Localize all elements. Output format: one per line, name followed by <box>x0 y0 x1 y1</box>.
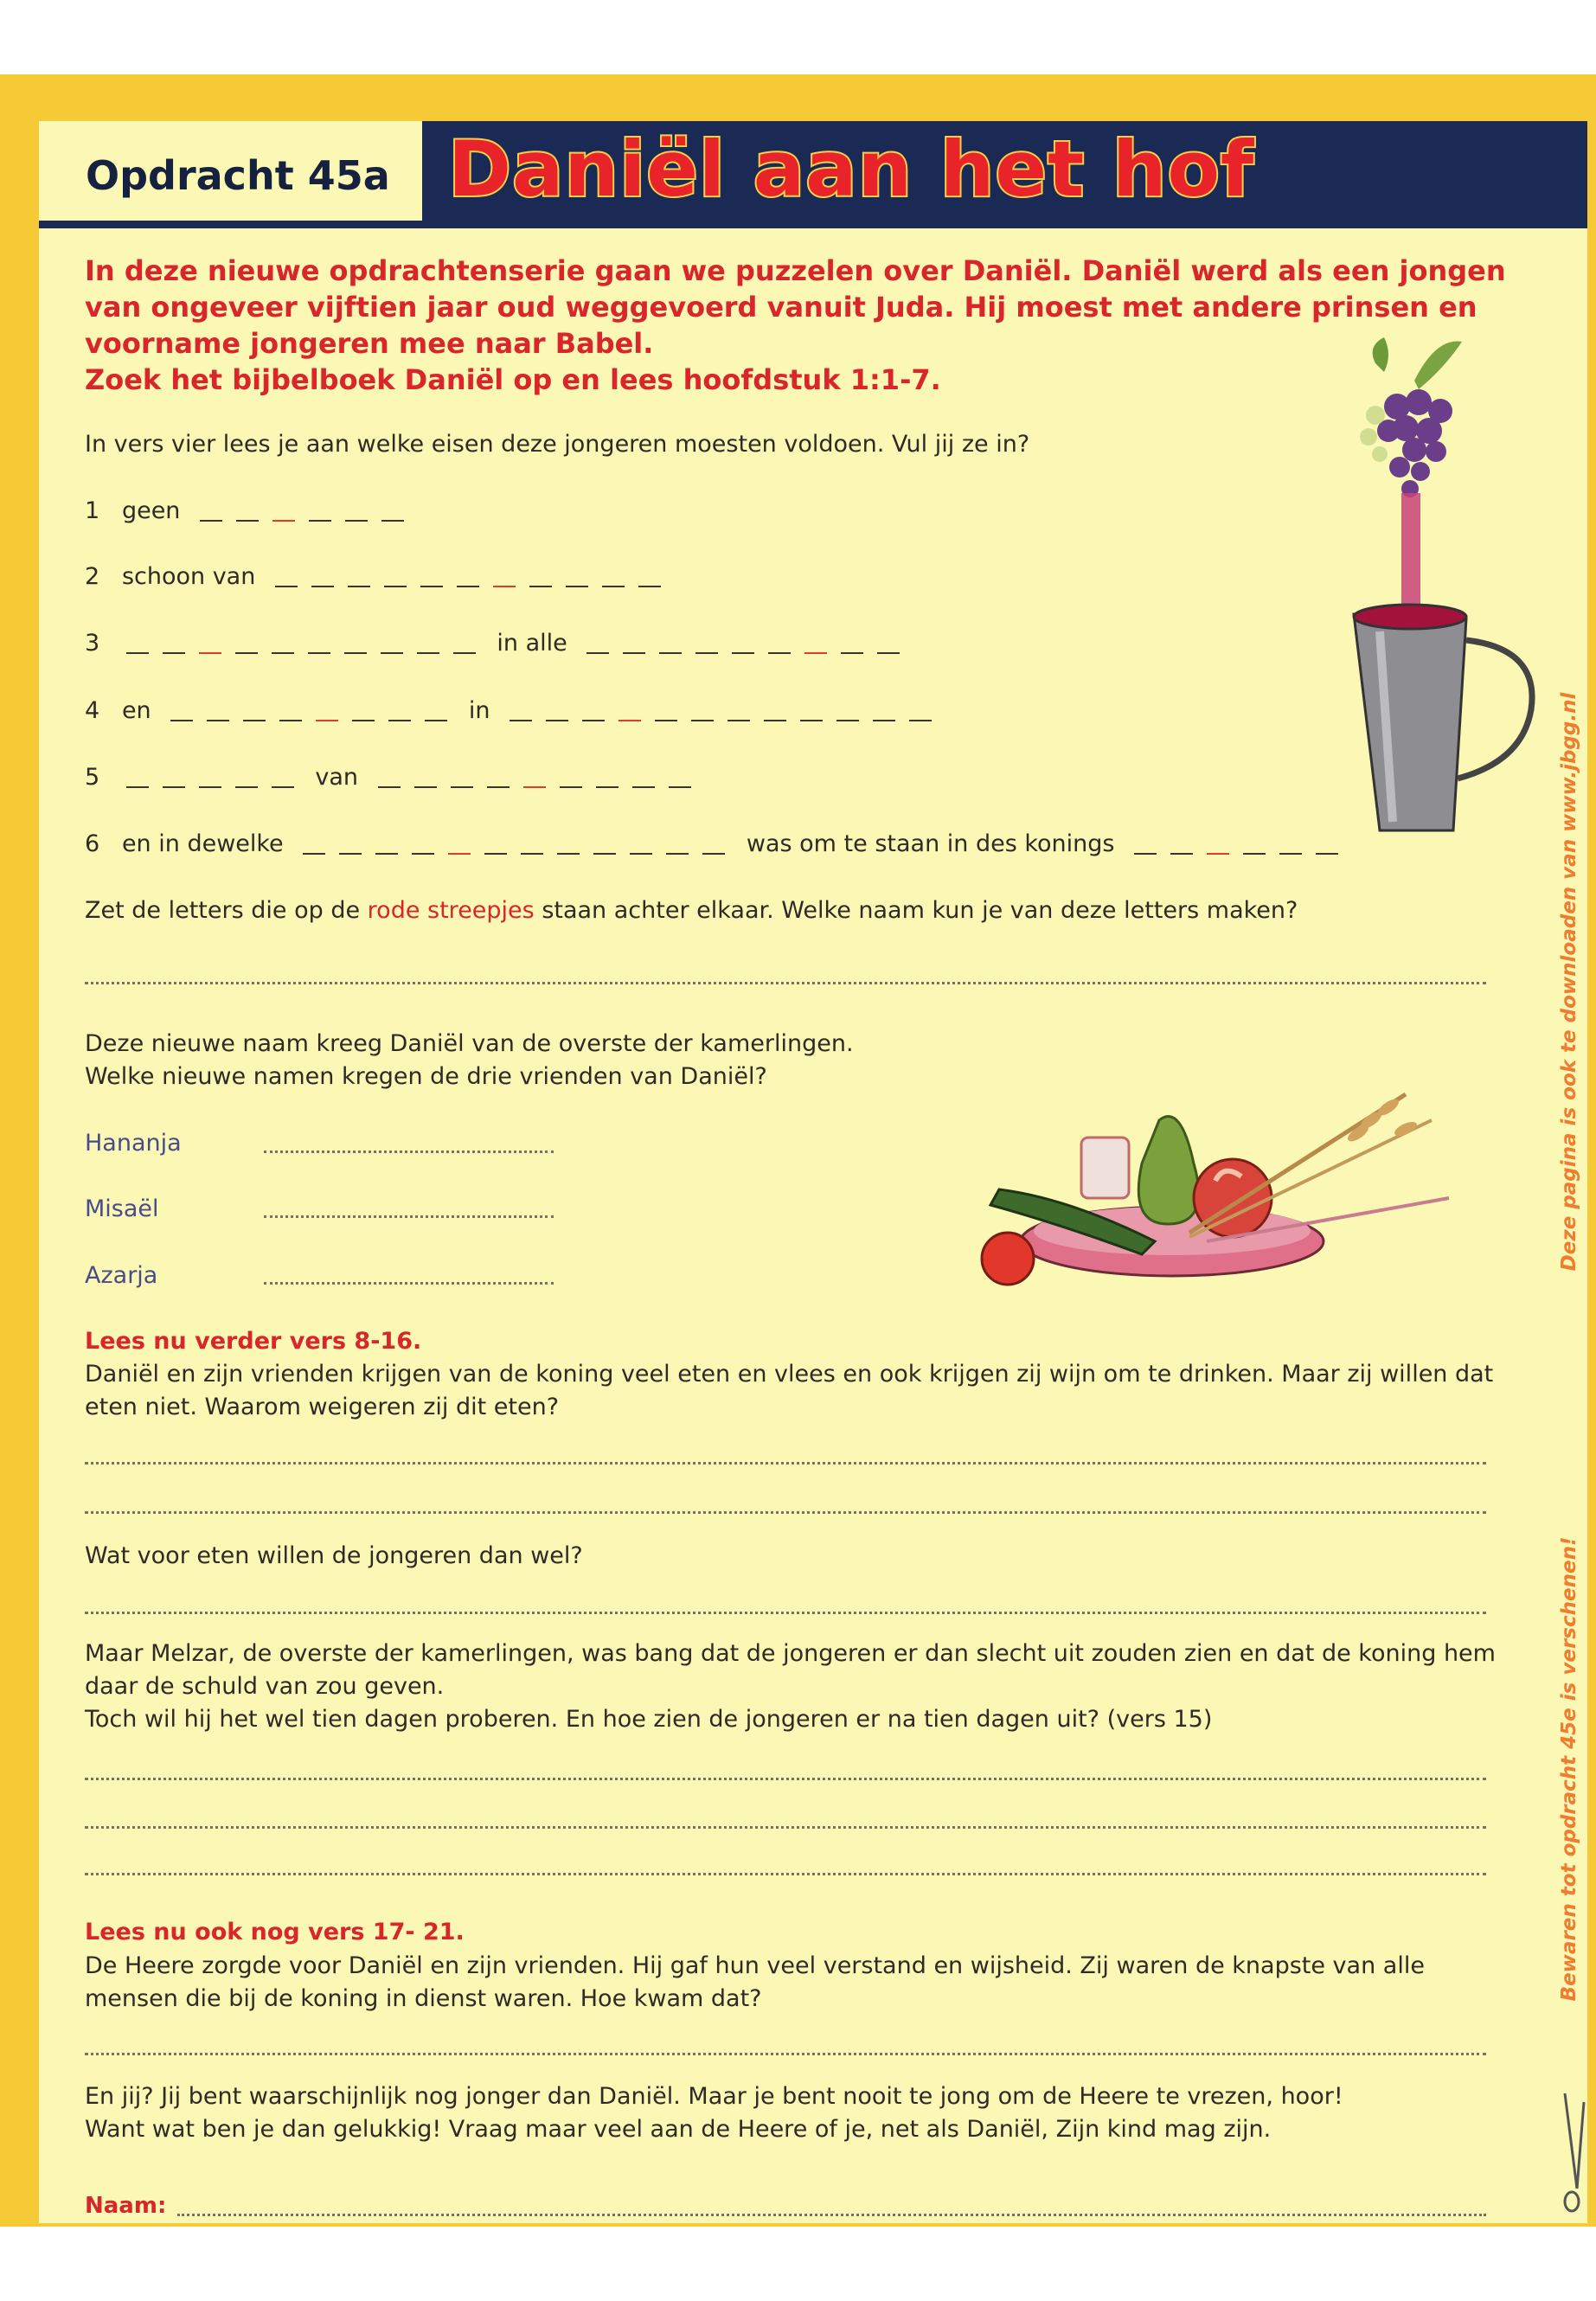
name-label: Naam: <box>85 2193 167 2219</box>
friend-name: Hananja <box>85 1130 182 1157</box>
answer-blank[interactable] <box>378 764 705 791</box>
requirement-word: was om te staan in des konings <box>746 830 1115 857</box>
pear-shape <box>1138 1117 1198 1224</box>
red-dashes-highlight: rode streepjes <box>367 897 535 924</box>
answer-blank[interactable] <box>126 764 308 791</box>
answer-line[interactable] <box>264 1282 554 1285</box>
requirement-word: in <box>468 697 490 724</box>
bread-shape <box>1081 1138 1129 1198</box>
requirement-word: geen <box>121 497 181 524</box>
answer-line[interactable] <box>264 1215 554 1218</box>
side-note-upper <box>1552 636 1586 1328</box>
requirement-word: in alle <box>497 630 567 657</box>
grape-cluster <box>1377 389 1452 497</box>
answer-line[interactable] <box>85 1826 1486 1829</box>
question-text: Wat voor eten willen de jongeren dan wel? <box>85 1542 583 1569</box>
side-text-lower: Bewaren tot opdracht 45e is verschenen! <box>1558 1536 1580 2002</box>
answer-line[interactable] <box>85 982 1486 984</box>
requirement-row-6 <box>85 830 1352 857</box>
assignment-label-box <box>39 121 422 228</box>
melzar-text <box>85 1638 1503 1736</box>
letters-question <box>85 897 1298 924</box>
question-intro: In vers vier lees je aan welke eisen deze jongeren moesten voldoen. Vul jij ze in? <box>85 431 1030 458</box>
melzar-line: Maar Melzar, de overste der kamerlingen, was bang dat de jongeren er dan slecht uit zouden zien en dat de koning hem daar de schuld van zou geven. <box>85 1640 1496 1700</box>
name-field[interactable] <box>177 2214 1486 2216</box>
requirement-number: 1 <box>85 497 100 524</box>
grapes-and-jug-illustration <box>1315 329 1548 839</box>
assignment-label: Opdracht 45a <box>86 152 390 199</box>
requirement-row-3 <box>85 630 913 657</box>
leaf-shape <box>1373 337 1388 372</box>
answer-blank[interactable] <box>510 697 945 724</box>
melzar-question: Toch wil hij het wel tien dagen proberen. En hoe zien de jongeren er na tien dagen uit? (vers 15) <box>85 1706 1213 1733</box>
letters-question-text: staan achter elkaar. Welke naam kun je van deze letters maken? <box>534 897 1298 924</box>
requirement-word: en <box>121 697 151 724</box>
requirement-row-1 <box>85 497 418 524</box>
section-heading: Lees nu ook nog vers 17- 21. <box>85 1919 465 1945</box>
friend-name: Azarja <box>85 1262 158 1289</box>
section2-text: Daniël en zijn vrienden krijgen van de koning veel eten en vlees en ook krijgen zij wijn om te drinken. Maar zij willen dat eten niet. Waarom weigeren zij dit eten? <box>85 1361 1494 1420</box>
requirement-number: 4 <box>85 697 100 724</box>
section3-text: De Heere zorgde voor Daniël en zijn vrienden. Hij gaf hun veel verstand en wijsheid. Zij waren de knapste van alle mensen die bij de koning in dienst waren. Hoe kwam dat? <box>85 1952 1425 2012</box>
jug-body <box>1354 614 1466 830</box>
requirement-row-5 <box>85 764 705 791</box>
answer-blank[interactable] <box>170 697 461 724</box>
answer-line[interactable] <box>85 1462 1486 1465</box>
jug-handle <box>1458 640 1532 779</box>
requirement-number: 2 <box>85 563 100 590</box>
answer-blank[interactable] <box>586 630 913 657</box>
vegetables-illustration <box>965 1068 1484 1302</box>
friend-name: Misaël <box>85 1195 159 1222</box>
requirement-word: van <box>315 764 359 791</box>
new-name-line: Welke nieuwe namen kregen de drie vrienden van Daniël? <box>85 1063 767 1090</box>
requirement-row-2 <box>85 563 675 590</box>
answer-blank[interactable] <box>200 497 418 524</box>
page-title: Daniël aan het hof <box>448 125 1255 214</box>
answer-line[interactable] <box>85 1873 1486 1875</box>
closing-line: En jij? Jij bent waarschijnlijk nog jonger dan Daniël. Maar je bent nooit te jong om de Heere te vrezen, hoor! <box>85 2083 1343 2110</box>
letters-question-text: Zet de letters die op de <box>85 897 368 924</box>
requirement-word: schoon van <box>121 563 256 590</box>
requirement-word: en in dewelke <box>121 830 284 857</box>
side-text-upper: Deze pagina is ook te downloaden van www.jbgg.nl <box>1558 692 1580 1272</box>
leaf-shape <box>1414 342 1462 389</box>
tomato-shape <box>982 1233 1034 1285</box>
side-note-lower <box>1552 1488 1586 2050</box>
answer-blank[interactable] <box>303 830 739 857</box>
answer-line[interactable] <box>85 1511 1486 1514</box>
new-name-line: Deze nieuwe naam kreeg Daniël van de overste der kamerlingen. <box>85 1030 854 1057</box>
intro-text: In deze nieuwe opdrachtenserie gaan we puzzelen over Daniël. Daniël werd als een jongen van ongeveer vijftien jaar oud weggevoerd vanuit Juda. Hij moest met andere prinsen en voorname jongeren mee naar Babel. <box>85 254 1506 360</box>
answer-blank[interactable] <box>126 630 490 657</box>
answer-blank[interactable] <box>275 563 675 590</box>
scissors-icon <box>1560 2093 1586 2214</box>
answer-line[interactable] <box>85 1612 1486 1614</box>
answer-line[interactable] <box>85 1778 1486 1780</box>
intro <box>85 253 1521 398</box>
answer-line[interactable] <box>264 1150 554 1153</box>
requirement-number: 5 <box>85 764 100 791</box>
requirement-number: 3 <box>85 630 100 657</box>
intro-instruction: Zoek het bijbelboek Daniël op en lees hoofdstuk 1:1-7. <box>85 363 941 396</box>
answer-line[interactable] <box>85 2053 1486 2055</box>
title-banner <box>422 121 1587 228</box>
requirement-number: 6 <box>85 830 100 857</box>
closing-line: Want wat ben je dan gelukkig! Vraag maar veel aan de Heere of je, net als Daniël, Zijn kind mag zijn. <box>85 2116 1272 2143</box>
section-heading: Lees nu verder vers 8-16. <box>85 1328 422 1355</box>
requirement-row-4 <box>85 697 945 724</box>
closing-text <box>85 2080 1503 2146</box>
juice-stream <box>1401 493 1420 623</box>
